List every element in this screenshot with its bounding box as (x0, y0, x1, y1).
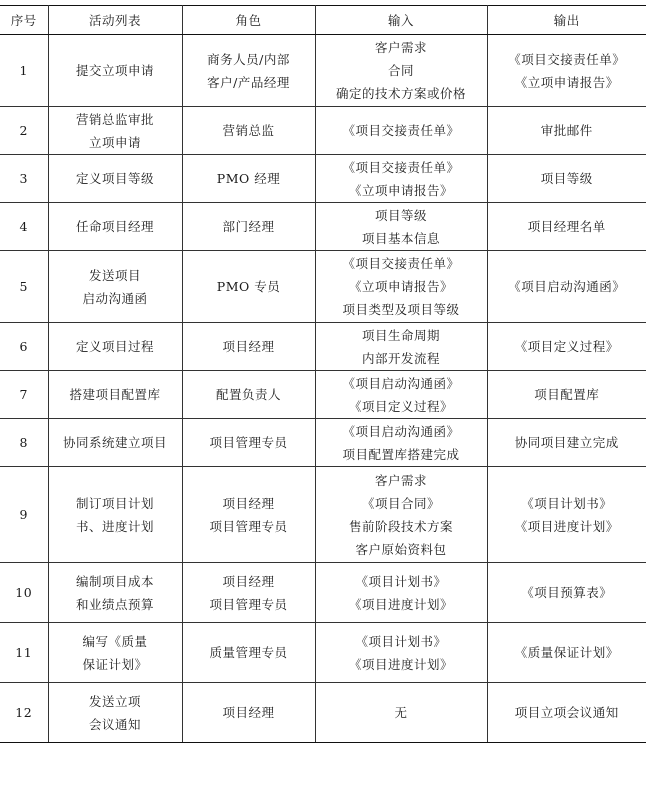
cell-role (182, 155, 315, 203)
cell-no: 4 (0, 203, 48, 251)
activity-line: 营销总监审批 (75, 111, 154, 127)
cell-input (315, 467, 487, 563)
input-line: 《项目合同》 (361, 495, 440, 511)
table-row (0, 155, 646, 203)
cell-role (182, 371, 315, 419)
cell-activity (48, 683, 182, 743)
activity-line: 定义项目等级 (75, 171, 154, 186)
input-line: 《项目交接责任单》 (342, 256, 460, 271)
header-row (0, 6, 646, 35)
output-line: 审批邮件 (540, 123, 593, 138)
cell-activity (48, 623, 182, 683)
header-no: 序号 (0, 6, 48, 35)
activity-line: 定义项目过程 (75, 339, 154, 354)
role-line: 配置负责人 (215, 387, 281, 402)
input-line: 《项目进度计划》 (348, 656, 453, 672)
cell-no: 6 (0, 323, 48, 371)
table-row (0, 107, 646, 155)
input-line: 售前阶段技术方案 (348, 518, 453, 534)
cell-output (487, 251, 646, 323)
activity-line: 发送项目 (88, 267, 141, 283)
input-line: 项目基本信息 (361, 230, 440, 246)
cell-output (487, 35, 646, 107)
cell-role (182, 467, 315, 563)
cell-role (182, 251, 315, 323)
cell-input (315, 35, 487, 107)
activity-line: 启动沟通函 (82, 290, 148, 306)
cell-activity (48, 35, 182, 107)
output-line: 项目配置库 (534, 387, 600, 402)
output-line: 《项目启动沟通函》 (508, 279, 626, 294)
input-line: 客户需求 (374, 472, 427, 488)
output-line: 《项目交接责任单》 (508, 51, 626, 67)
cell-output (487, 371, 646, 419)
input-line: 客户原始资料包 (355, 541, 447, 557)
cell-activity (48, 419, 182, 467)
output-line: 项目立项会议通知 (514, 705, 619, 720)
cell-no: 11 (0, 623, 48, 683)
table-row (0, 323, 646, 371)
cell-output (487, 683, 646, 743)
cell-activity (48, 107, 182, 155)
cell-no: 9 (0, 467, 48, 563)
cell-input (315, 563, 487, 623)
cell-activity (48, 203, 182, 251)
cell-no: 8 (0, 419, 48, 467)
cell-activity (48, 155, 182, 203)
cell-input (315, 323, 487, 371)
header-role: 角色 (182, 6, 315, 35)
cell-output (487, 419, 646, 467)
cell-input (315, 251, 487, 323)
input-line: 《项目交接责任单》 (342, 159, 460, 175)
table-row (0, 371, 646, 419)
input-line: 《项目进度计划》 (348, 596, 453, 612)
input-line: 客户需求 (374, 40, 427, 55)
activity-line: 编制项目成本 (75, 573, 154, 589)
cell-role (182, 563, 315, 623)
cell-role (182, 683, 315, 743)
activity-line: 书、进度计划 (75, 518, 154, 534)
cell-activity (48, 467, 182, 563)
cell-role (182, 203, 315, 251)
table-row (0, 35, 646, 107)
output-line: 《项目计划书》 (521, 495, 613, 511)
cell-no: 12 (0, 683, 48, 743)
output-line: 协同项目建立完成 (514, 435, 619, 450)
activity-line: 发送立项 (88, 693, 141, 709)
cell-output (487, 467, 646, 563)
input-line: 确定的技术方案或价格 (335, 86, 466, 101)
activity-line: 会议通知 (88, 716, 141, 732)
role-line: 项目经理 (222, 339, 275, 354)
cell-activity (48, 251, 182, 323)
table-row (0, 467, 646, 563)
input-line: 《项目计划书》 (355, 573, 447, 589)
output-line: 《项目定义过程》 (514, 339, 619, 354)
activity-line: 制订项目计划 (75, 495, 154, 511)
table-row (0, 623, 646, 683)
input-line: 《项目交接责任单》 (342, 123, 460, 138)
header-activity: 活动列表 (48, 6, 182, 35)
role-line: PMO 专员 (216, 279, 281, 294)
cell-no: 1 (0, 35, 48, 107)
activity-line: 编写《质量 (82, 633, 148, 649)
cell-role (182, 35, 315, 107)
cell-role (182, 107, 315, 155)
input-line: 项目生命周期 (361, 327, 440, 343)
cell-activity (48, 323, 182, 371)
cell-input (315, 371, 487, 419)
activity-line: 和业绩点预算 (75, 596, 154, 612)
role-line: 项目管理专员 (209, 435, 288, 450)
output-line: 《立项申请报告》 (514, 74, 619, 90)
cell-output (487, 623, 646, 683)
role-line: 商务人员/内部 (207, 51, 290, 67)
table-body (0, 35, 646, 743)
cell-no: 5 (0, 251, 48, 323)
output-line: 《项目进度计划》 (514, 518, 619, 534)
cell-activity (48, 371, 182, 419)
table-row (0, 563, 646, 623)
cell-output (487, 203, 646, 251)
cell-input (315, 419, 487, 467)
cell-role (182, 323, 315, 371)
role-line: 客户/产品经理 (207, 74, 290, 90)
input-line: 《立项申请报告》 (348, 182, 453, 198)
activity-line: 立项申请 (88, 134, 141, 150)
activity-line: 协同系统建立项目 (62, 435, 167, 450)
output-line: 《项目预算表》 (521, 585, 613, 600)
activity-line: 保证计划》 (82, 656, 148, 672)
cell-role (182, 419, 315, 467)
cell-input (315, 203, 487, 251)
table-row (0, 203, 646, 251)
activity-table (0, 5, 646, 743)
input-line: 《项目启动沟通函》 (342, 423, 460, 439)
input-line: 合同 (387, 63, 414, 78)
cell-output (487, 107, 646, 155)
cell-input (315, 155, 487, 203)
table-row (0, 419, 646, 467)
role-line: 部门经理 (222, 219, 275, 234)
cell-input (315, 683, 487, 743)
cell-output (487, 563, 646, 623)
activity-line: 搭建项目配置库 (69, 387, 161, 402)
input-line: 项目配置库搭建完成 (342, 446, 460, 462)
output-line: 项目等级 (540, 171, 593, 186)
cell-no: 3 (0, 155, 48, 203)
output-line: 项目经理名单 (527, 219, 606, 234)
input-line: 《项目定义过程》 (348, 398, 453, 414)
input-line: 项目类型及项目等级 (342, 302, 460, 317)
input-line: 无 (394, 705, 408, 720)
role-line: 项目管理专员 (209, 596, 288, 612)
header-output: 输出 (487, 6, 646, 35)
input-line: 《立项申请报告》 (348, 279, 453, 294)
table-row (0, 251, 646, 323)
role-line: 营销总监 (222, 123, 275, 138)
output-line: 《质量保证计划》 (514, 645, 619, 660)
cell-output (487, 155, 646, 203)
role-line: 项目管理专员 (209, 518, 288, 534)
input-line: 项目等级 (374, 207, 427, 223)
cell-no: 10 (0, 563, 48, 623)
activity-line: 任命项目经理 (75, 219, 154, 234)
cell-input (315, 107, 487, 155)
role-line: 项目经理 (222, 573, 275, 589)
cell-input (315, 623, 487, 683)
cell-activity (48, 563, 182, 623)
role-line: PMO 经理 (216, 171, 281, 186)
role-line: 项目经理 (222, 495, 275, 511)
table-row (0, 683, 646, 743)
role-line: 项目经理 (222, 705, 275, 720)
input-line: 《项目计划书》 (355, 633, 447, 649)
input-line: 内部开发流程 (361, 350, 440, 366)
role-line: 质量管理专员 (209, 645, 288, 660)
input-line: 《项目启动沟通函》 (342, 375, 460, 391)
cell-no: 2 (0, 107, 48, 155)
cell-role (182, 623, 315, 683)
activity-line: 提交立项申请 (75, 63, 154, 78)
cell-no: 7 (0, 371, 48, 419)
header-input: 输入 (315, 6, 487, 35)
cell-output (487, 323, 646, 371)
